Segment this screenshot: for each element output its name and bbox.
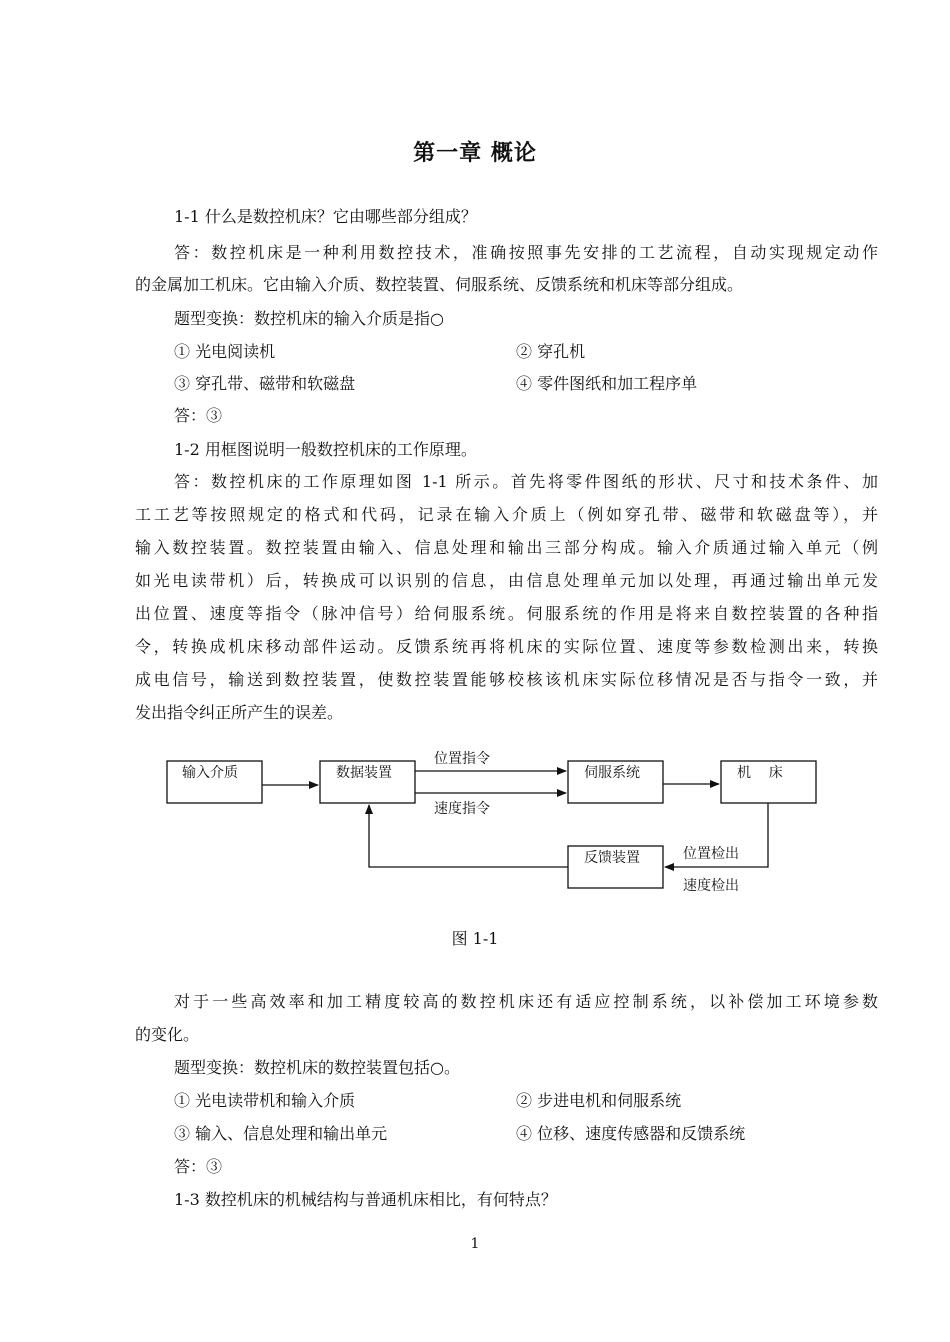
option-1-1-c: ③ 穿孔带、磁带和软磁盘 [174, 374, 356, 393]
option-1-2-a: ① 光电读带机和输入介质 [174, 1091, 356, 1110]
label-servo-system: 伺服系统 [584, 765, 640, 781]
answer-1-2-line6: 令，转换成机床移动部件运动。反馈系统再将机床的实际位置、速度等参数检测出来，转换 [135, 637, 878, 656]
answer-1-2-line4: 如光电读带机）后，转换成可以识别的信息，由信息处理单元加以处理，再通过输出单元发 [135, 571, 878, 590]
page-number: 1 [470, 1236, 480, 1252]
option-1-2-d: ④ 位移、速度传感器和反馈系统 [516, 1124, 746, 1143]
answer-1-2-line7: 成电信号，输送到数控装置，使数控装置能够校核该机床实际位移情况是否与指令一致，并 [135, 670, 878, 689]
label-position-detect: 位置检出 [683, 846, 739, 862]
answer-1-1-choice: 答：③ [174, 406, 223, 425]
label-cnc-device: 数据装置 [336, 765, 392, 781]
answer-1-2-line3: 输入数控装置。数控装置由输入、信息处理和输出三部分构成。输入介质通过输入单元（例 [135, 538, 878, 557]
label-speed-command: 速度指令 [434, 801, 490, 817]
answer-1-2-line5: 出位置、速度等指令（脉冲信号）给伺服系统。伺服系统的作用是将来自数控装置的各种指 [135, 604, 878, 623]
question-1-3: 1-3 数控机床的机械结构与普通机床相比，有何特点？ [174, 1190, 557, 1209]
label-machine-tool: 机 床 [737, 765, 783, 781]
label-input-medium: 输入介质 [182, 765, 238, 781]
option-1-1-d: ④ 零件图纸和加工程序单 [516, 374, 698, 393]
answer-1-1-line2: 的金属加工机床。它由输入介质、数控装置、伺服系统、反馈系统和机床等部分组成。 [135, 275, 744, 294]
option-1-2-c: ③ 输入、信息处理和输出单元 [174, 1124, 388, 1143]
answer-1-2-choice: 答：③ [174, 1157, 223, 1176]
question-1-1: 1-1 什么是数控机床？它由哪些部分组成？ [174, 207, 477, 226]
question-1-2: 1-2 用框图说明一般数控机床的工作原理。 [174, 440, 477, 459]
chapter-title: 第一章 概论 [413, 141, 537, 166]
answer-1-1-line1: 答：数控机床是一种利用数控技术，准确按照事先安排的工艺流程，自动实现规定动作 [174, 243, 878, 262]
label-speed-detect: 速度检出 [683, 878, 739, 894]
option-1-1-b: ② 穿孔机 [516, 342, 586, 361]
label-position-command: 位置指令 [434, 751, 490, 767]
answer-1-2-line1: 答：数控机床的工作原理如图 1-1 所示。首先将零件图纸的形状、尺寸和技术条件、加 [174, 472, 878, 491]
option-1-1-a: ① 光电阅读机 [174, 342, 276, 361]
option-1-2-b: ② 步进电机和伺服系统 [516, 1091, 682, 1110]
variant-1-2: 题型变换：数控机床的数控装置包括○。 [174, 1058, 460, 1077]
answer-1-2-line2: 工工艺等按照规定的格式和代码，记录在输入介质上（例如穿孔带、磁带和软磁盘等），并 [135, 505, 878, 524]
answer-1-2-line8: 发出指令纠正所产生的误差。 [135, 703, 344, 722]
variant-1-1: 题型变换：数控机床的输入介质是指○ [174, 309, 444, 328]
label-feedback-device: 反馈装置 [584, 850, 640, 866]
paragraph-adaptive-line2: 的变化。 [135, 1025, 200, 1044]
paragraph-adaptive-line1: 对于一些高效率和加工精度较高的数控机床还有适应控制系统，以补偿加工环境参数 [174, 992, 878, 1011]
figure-caption: 图 1-1 [451, 929, 499, 948]
